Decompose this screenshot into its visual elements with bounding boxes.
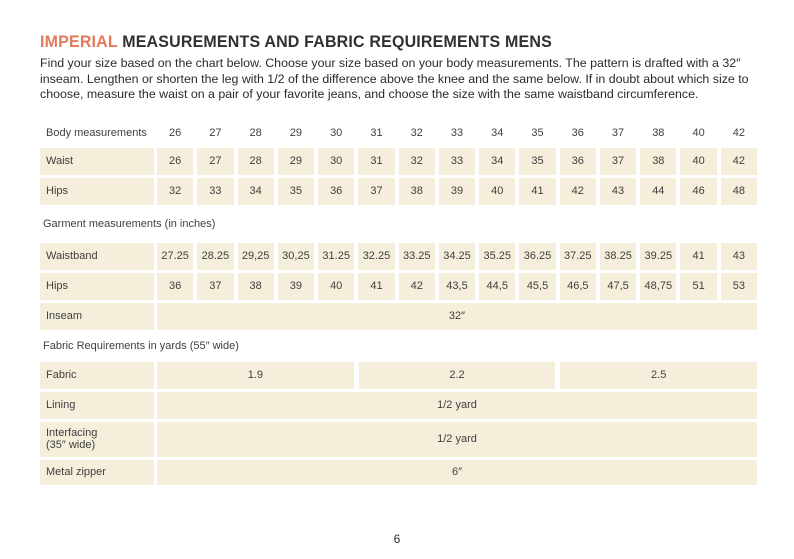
garment-hips-value-cell: 41 — [358, 273, 394, 300]
garment-hips-value-cell: 47,5 — [600, 273, 636, 300]
size-header-cell: 42 — [732, 126, 745, 139]
size-header-cell: 33 — [450, 126, 464, 139]
size-header-cell: 32 — [410, 126, 423, 139]
waistband-value-cell: 34.25 — [439, 243, 475, 270]
size-header-cell: 27 — [209, 126, 222, 139]
body-hips-value-cell: 37 — [358, 178, 394, 205]
garment-hips-value-cell: 42 — [399, 273, 435, 300]
waistband-row-cells — [157, 243, 757, 270]
inseam-row-label: Inseam — [40, 303, 154, 330]
size-header-cell: 37 — [611, 126, 625, 139]
fabric-yardage-cell: 2.5 — [560, 362, 757, 389]
page-title-rest: MEASUREMENTS AND FABRIC REQUIREMENTS MENS — [117, 32, 552, 51]
inseam-row — [40, 303, 757, 330]
garment-hips-row — [40, 273, 757, 300]
waistband-value-cell: 35.25 — [479, 243, 515, 270]
waistband-value-cell: 33.25 — [399, 243, 435, 270]
waist-value-cell: 37 — [600, 148, 636, 175]
waist-value-cell: 33 — [439, 148, 475, 175]
body-hips-value-cell: 40 — [479, 178, 515, 205]
body-hips-value-cell: 44 — [640, 178, 676, 205]
body-hips-row-label: Hips — [40, 178, 154, 205]
waist-value-cell: 26 — [157, 148, 193, 175]
waistband-row-label: Waistband — [40, 243, 154, 270]
waist-value-cell: 29 — [278, 148, 314, 175]
body-hips-value-cell: 46 — [680, 178, 716, 205]
waistband-value-cell: 38.25 — [600, 243, 636, 270]
garment-hips-row-label: Hips — [40, 273, 154, 300]
size-header-cell: 38 — [652, 126, 665, 139]
body-hips-value-cell: 32 — [157, 178, 193, 205]
waist-value-cell: 27 — [197, 148, 233, 175]
garment-hips-value-cell: 53 — [721, 273, 757, 300]
garment-hips-value-cell: 36 — [157, 273, 193, 300]
fabric-row-label: Fabric — [40, 362, 154, 389]
garment-hips-value-cell: 44,5 — [479, 273, 515, 300]
waist-row-cells — [157, 148, 757, 175]
lining-value-cell: 1/2 yard — [157, 392, 757, 419]
waistband-value-cell: 32.25 — [358, 243, 394, 270]
interfacing-label-line2: (35″ wide) — [46, 439, 96, 451]
waist-value-cell: 38 — [640, 148, 676, 175]
garment-hips-value-cell: 48,75 — [640, 273, 676, 300]
size-header-cells — [157, 123, 757, 143]
fabric-yardage-cell: 2.2 — [359, 362, 556, 389]
body-hips-value-cell: 43 — [600, 178, 636, 205]
waistband-value-cell: 30,25 — [278, 243, 314, 270]
waistband-value-cell: 43 — [721, 243, 757, 270]
body-hips-row-cells — [157, 178, 757, 205]
body-hips-value-cell: 35 — [278, 178, 314, 205]
body-hips-row — [40, 178, 757, 205]
waistband-value-cell: 27.25 — [157, 243, 193, 270]
body-hips-value-cell: 33 — [197, 178, 233, 205]
section-label-body-measurements: Body measurements — [46, 126, 147, 139]
garment-hips-value-cell: 39 — [278, 273, 314, 300]
size-header-cell: 28 — [249, 126, 262, 139]
waistband-value-cell: 39.25 — [640, 243, 676, 270]
body-hips-value-cell: 42 — [560, 178, 596, 205]
size-table — [40, 123, 757, 485]
intro-paragraph: Find your size based on the chart below. Choose your size based on your body measurements. The pattern is drafted with a 32″ inseam. Lengthen or shorten the leg with 1/2 of the difference above the knee and the same below. If in doubt about which size to choose, measure the waist on a pair of your favorite jeans, and choose the size with the same waistband circumference. — [40, 56, 749, 101]
section-label-garment-measurements: Garment measurements (in inches) — [43, 217, 216, 230]
waistband-row — [40, 243, 757, 270]
interfacing-row — [40, 422, 757, 457]
size-header-cell: 36 — [571, 126, 584, 139]
size-header-cell: 35 — [531, 126, 544, 139]
interfacing-label-line1: Interfacing — [46, 427, 98, 439]
lining-row — [40, 392, 757, 419]
fabric-row — [40, 362, 757, 389]
waist-row — [40, 148, 757, 175]
fabric-row-cells — [157, 362, 757, 389]
garment-hips-value-cell: 51 — [680, 273, 716, 300]
body-hips-value-cell: 34 — [238, 178, 274, 205]
page-title-accent: IMPERIAL — [40, 32, 118, 51]
body-hips-value-cell: 39 — [439, 178, 475, 205]
waistband-value-cell: 29,25 — [238, 243, 274, 270]
garment-hips-value-cell: 43,5 — [439, 273, 475, 300]
waistband-value-cell: 28.25 — [197, 243, 233, 270]
waist-value-cell: 30 — [318, 148, 354, 175]
waistband-value-cell: 37.25 — [560, 243, 596, 270]
size-header-cell: 40 — [692, 126, 705, 139]
waist-value-cell: 36 — [560, 148, 596, 175]
size-header-cell: 31 — [370, 126, 383, 139]
waist-value-cell: 32 — [399, 148, 435, 175]
waist-value-cell: 31 — [358, 148, 394, 175]
garment-hips-value-cell: 38 — [238, 273, 274, 300]
body-hips-value-cell: 36 — [318, 178, 354, 205]
body-hips-value-cell: 48 — [721, 178, 757, 205]
inseam-value-cell: 32″ — [157, 303, 757, 330]
waist-value-cell: 40 — [680, 148, 716, 175]
waist-value-cell: 28 — [238, 148, 274, 175]
interfacing-row-label — [40, 422, 154, 457]
body-hips-value-cell: 41 — [519, 178, 555, 205]
interfacing-value-cell: 1/2 yard — [157, 422, 757, 457]
garment-hips-value-cell: 37 — [197, 273, 233, 300]
waist-value-cell: 42 — [721, 148, 757, 175]
metal-zipper-row — [40, 460, 757, 485]
waistband-value-cell: 41 — [680, 243, 716, 270]
size-header-cell: 26 — [169, 126, 182, 139]
body-hips-value-cell: 38 — [399, 178, 435, 205]
size-header-cell: 30 — [330, 126, 343, 139]
garment-hips-value-cell: 40 — [318, 273, 354, 300]
size-header-cell: 34 — [491, 126, 504, 139]
page-title — [40, 30, 682, 54]
waist-value-cell: 35 — [519, 148, 555, 175]
size-header-cell: 29 — [289, 126, 303, 139]
body-measurements-header-row — [40, 123, 757, 143]
fabric-yardage-cell: 1.9 — [157, 362, 354, 389]
metal-zipper-row-label: Metal zipper — [40, 460, 154, 485]
metal-zipper-value-cell: 6″ — [157, 460, 757, 485]
garment-hips-value-cell: 46,5 — [560, 273, 596, 300]
page-number: 6 — [393, 532, 401, 546]
lining-row-label: Lining — [40, 392, 154, 419]
garment-hips-row-cells — [157, 273, 757, 300]
waist-value-cell: 34 — [479, 148, 515, 175]
section-label-fabric-requirements: Fabric Requirements in yards (55″ wide) — [43, 339, 239, 352]
waistband-value-cell: 31.25 — [318, 243, 354, 270]
garment-hips-value-cell: 45,5 — [519, 273, 555, 300]
waist-row-label: Waist — [40, 148, 154, 175]
waistband-value-cell: 36.25 — [519, 243, 555, 270]
